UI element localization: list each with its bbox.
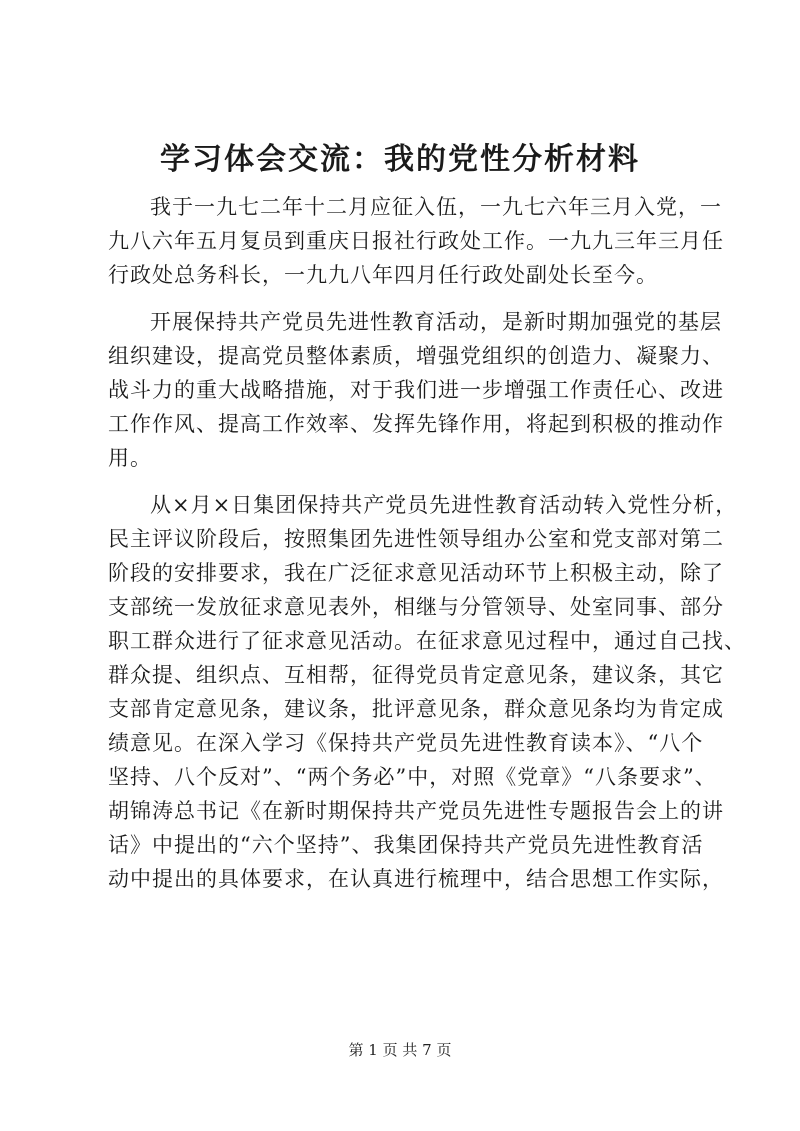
text-line: 行政处总务科长，一九九八年四月任行政处副处长至今。 bbox=[108, 263, 658, 287]
paragraph bbox=[108, 190, 724, 292]
paragraph bbox=[108, 488, 746, 896]
text-line: 我于一九七二年十二月应征入伍，一九七六年三月入党，一 bbox=[150, 195, 722, 219]
text-line: 战斗力的重大战略措施，对于我们进一步增强工作责任心、改进 bbox=[108, 378, 724, 402]
text-line: 九八六年五月复员到重庆日报社行政处工作。一九九三年三月任 bbox=[108, 229, 724, 253]
document-title: 学习体会交流：我的党性分析材料 bbox=[160, 142, 640, 177]
text-line: 民主评议阶段后，按照集团先进性领导组办公室和党支部对第二 bbox=[108, 527, 724, 551]
text-line: 阶段的安排要求，我在广泛征求意见活动环节上积极主动，除了 bbox=[108, 561, 724, 585]
text-line: 从×月×日集团保持共产党员先进性教育活动转入党性分析， bbox=[150, 493, 738, 517]
text-line: 职工群众进行了征求意见活动。在征求意见过程中，通过自己找、 bbox=[108, 629, 746, 653]
text-line: 群众提、组织点、互相帮，征得党员肯定意见条，建议条，其它 bbox=[108, 663, 724, 687]
text-line: 开展保持共产党员先进性教育活动，是新时期加强党的基层 bbox=[150, 310, 722, 334]
text-line: 话》中提出的“六个坚持”、我集团保持共产党员先进性教育活 bbox=[108, 833, 704, 857]
text-line: 支部肯定意见条，建议条，批评意见条，群众意见条均为肯定成 bbox=[108, 697, 724, 721]
text-line: 组织建设，提高党员整体素质，增强党组织的创造力、凝聚力、 bbox=[108, 344, 724, 368]
paragraph bbox=[108, 305, 724, 475]
text-line: 支部统一发放征求意见表外，相继与分管领导、处室同事、部分 bbox=[108, 595, 724, 619]
document-body bbox=[108, 190, 746, 909]
text-line: 动中提出的具体要求，在认真进行梳理中，结合思想工作实际， bbox=[108, 867, 724, 891]
text-line: 绩意见。在深入学习《保持共产党员先进性教育读本》、“八个 bbox=[108, 731, 704, 755]
text-line: 工作作风、提高工作效率、发挥先锋作用，将起到积极的推动作 bbox=[108, 412, 724, 436]
text-line: 用。 bbox=[108, 446, 152, 470]
page-footer: 第 1 页 共 7 页 bbox=[348, 1041, 452, 1059]
text-line: 胡锦涛总书记《在新时期保持共产党员先进性专题报告会上的讲 bbox=[108, 799, 724, 823]
text-line: 坚持、八个反对”、“两个务必”中，对照《党章》“八条要求”、 bbox=[108, 765, 717, 789]
